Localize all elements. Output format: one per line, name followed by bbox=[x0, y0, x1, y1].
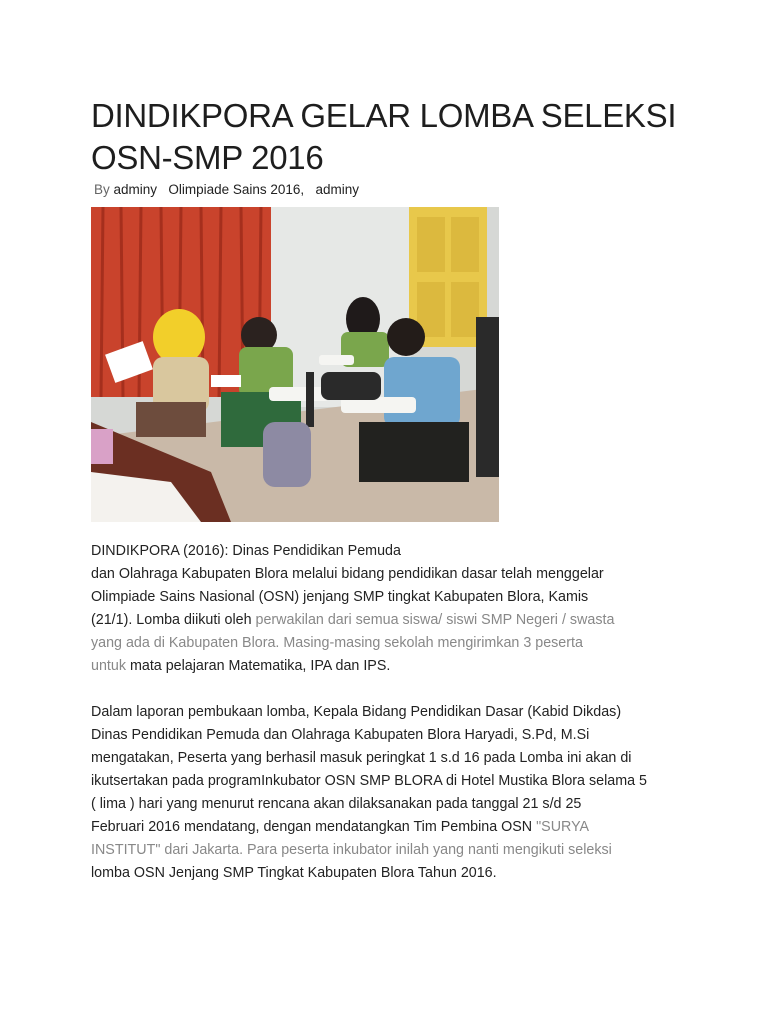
category-link[interactable]: Olimpiade Sains 2016 bbox=[168, 182, 301, 197]
p2-line-3: mengatakan, Peserta yang berhasil masuk peringkat 1 s.d 16 pada Lomba ini akan di bbox=[91, 750, 632, 766]
article-body bbox=[91, 540, 701, 885]
author-link[interactable]: adminy bbox=[113, 182, 158, 197]
p1-line-6a: untuk bbox=[91, 658, 126, 674]
paragraph-2 bbox=[91, 701, 701, 885]
p1-line-4a: (21/1). Lomba diikuti oleh bbox=[91, 612, 256, 628]
byline-by-label: By bbox=[94, 182, 110, 197]
p2-line-6b: "SURYA bbox=[536, 819, 590, 835]
p2-line-8: lomba OSN Jenjang SMP Tingkat Kabupaten Blora Tahun 2016. bbox=[91, 865, 497, 881]
author-link-2[interactable]: adminy bbox=[315, 182, 359, 197]
byline bbox=[94, 182, 359, 197]
p1-line-3: Olimpiade Sains Nasional (OSN) jenjang SMP tingkat Kabupaten Blora, Kamis bbox=[91, 589, 589, 605]
p1-line-5: yang ada di Kabupaten Blora. Masing-masing sekolah mengirimkan 3 peserta bbox=[91, 635, 583, 651]
classroom-photo bbox=[91, 207, 499, 522]
p2-line-2: Dinas Pendidikan Pemuda dan Olahraga Kabupaten Blora Haryadi, S.Pd, M.Si bbox=[91, 727, 590, 743]
p2-line-4: ikutsertakan pada programInkubator OSN SMP BLORA di Hotel Mustika Blora selama 5 bbox=[91, 773, 647, 789]
p1-line-1: DINDIKPORA (2016): Dinas Pendidikan Pemuda bbox=[91, 543, 401, 559]
p2-line-5: ( lima ) hari yang menurut rencana akan dilaksanakan pada tanggal 21 s/d 25 bbox=[91, 796, 582, 812]
p1-line-2: dan Olahraga Kabupaten Blora melalui bidang pendidikan dasar telah menggelar bbox=[91, 566, 604, 582]
article-photo bbox=[91, 207, 499, 522]
p2-line-1: Dalam laporan pembukaan lomba, Kepala Bidang Pendidikan Dasar (Kabid Dikdas) bbox=[91, 704, 622, 720]
paragraph-1 bbox=[91, 540, 701, 678]
article-title: DINDIKPORA GELAR LOMBA SELEKSI OSN-SMP 2016 bbox=[91, 97, 677, 176]
byline-separator: , bbox=[300, 182, 305, 197]
p1-line-6b: mata pelajaran Matematika, IPA dan IPS. bbox=[125, 658, 391, 674]
p2-line-6a: Februari 2016 mendatang, dengan mendatangkan Tim Pembina OSN bbox=[91, 819, 537, 835]
p2-line-7: INSTITUT" dari Jakarta. Para peserta inkubator inilah yang nanti mengikuti seleksi bbox=[91, 842, 612, 858]
p1-line-4b: perwakilan dari semua siswa/ siswi SMP Negeri / swasta bbox=[255, 612, 615, 628]
